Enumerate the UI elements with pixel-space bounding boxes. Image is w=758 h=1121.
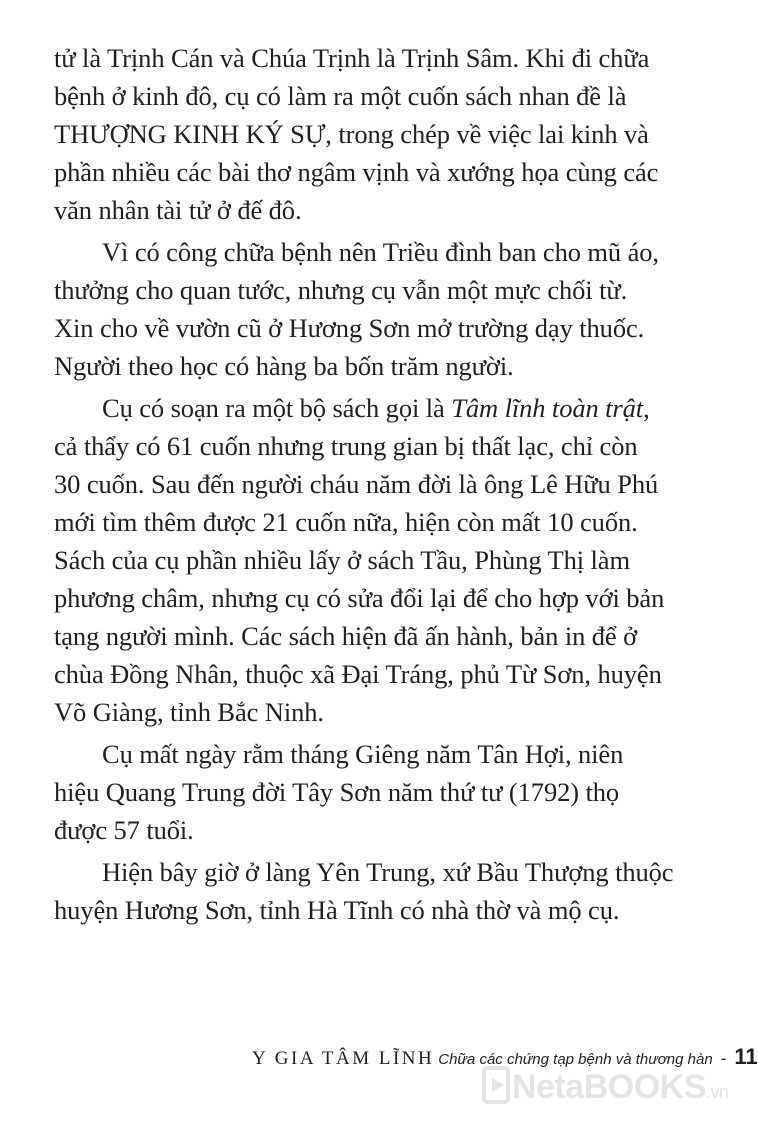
text-line: Sách của cụ phần nhiều lấy ở sách Tầu, Phùng Thị làm <box>54 545 630 575</box>
text-line: Xin cho về vườn cũ ở Hương Sơn mở trường dạy thuốc. <box>54 313 645 343</box>
running-subtitle: Chữa các chứng tạp bệnh và thương hàn <box>438 1051 713 1068</box>
text-line: văn nhân tài tử ở đế đô. <box>54 195 302 225</box>
watermark-suffix: .vn <box>705 1082 729 1102</box>
text-line: Võ Giàng, tỉnh Bắc Ninh. <box>54 697 324 727</box>
text-line: bệnh ở kinh đô, cụ có làm ra một cuốn sách nhan đề là <box>54 81 627 111</box>
watermark-text <box>512 1068 728 1107</box>
watermark-brand: NetaBOOKS <box>512 1068 706 1106</box>
page-number: 11 <box>734 1044 758 1069</box>
text-run: Cụ có soạn ra một bộ sách gọi là <box>102 393 452 423</box>
text-line: THƯỢNG KINH KÝ SỰ, trong chép về việc lai kinh và <box>54 119 649 149</box>
text-line: mới tìm thêm được 21 cuốn nữa, hiện còn mất 10 cuốn. <box>54 507 638 537</box>
text-line: phương châm, nhưng cụ có sửa đổi lại để cho hợp với bản <box>54 583 665 613</box>
text-line: chùa Đồng Nhân, thuộc xã Đại Tráng, phủ Từ Sơn, huyện <box>54 659 662 689</box>
text-line: hiệu Quang Trung đời Tây Sơn năm thứ tư (1792) thọ <box>54 777 620 807</box>
text-line: được 57 tuổi. <box>54 815 194 845</box>
text-line: 30 cuốn. Sau đến người cháu năm đời là ông Lê Hữu Phú <box>54 469 659 499</box>
text-line <box>102 392 650 424</box>
text-line: Người theo học có hàng ba bốn trăm người. <box>54 351 514 381</box>
book-title-italic: Tâm lĩnh toàn trật <box>451 393 644 423</box>
text-run: , <box>643 393 650 423</box>
text-line: Hiện bây giờ ở làng Yên Trung, xứ Bầu Thượng thuộc <box>102 857 674 887</box>
text-line: cả thẩy có 61 cuốn nhưng trung gian bị thất lạc, chỉ còn <box>54 431 638 461</box>
text-line: phần nhiều các bài thơ ngâm vịnh và xướng họa cùng các <box>54 157 659 187</box>
text-line: tử là Trịnh Cán và Chúa Trịnh là Trịnh Sâm. Khi đi chữa <box>54 43 650 73</box>
text-line: Cụ mất ngày rằm tháng Giêng năm Tân Hợi, niên <box>102 739 624 769</box>
text-line: Vì có công chữa bệnh nên Triều đình ban cho mũ áo, <box>102 237 659 267</box>
text-line: huyện Hương Sơn, tỉnh Hà Tĩnh có nhà thờ và mộ cụ. <box>54 895 620 925</box>
running-book-title: Y GIA TÂM LĨNH <box>252 1048 435 1069</box>
text-line: tạng người mình. Các sách hiện đã ấn hành, bản in để ở <box>54 621 638 651</box>
footer-separator: - <box>720 1049 727 1068</box>
text-line: thưởng cho quan tước, nhưng cụ vẫn một mực chối từ. <box>54 275 628 305</box>
